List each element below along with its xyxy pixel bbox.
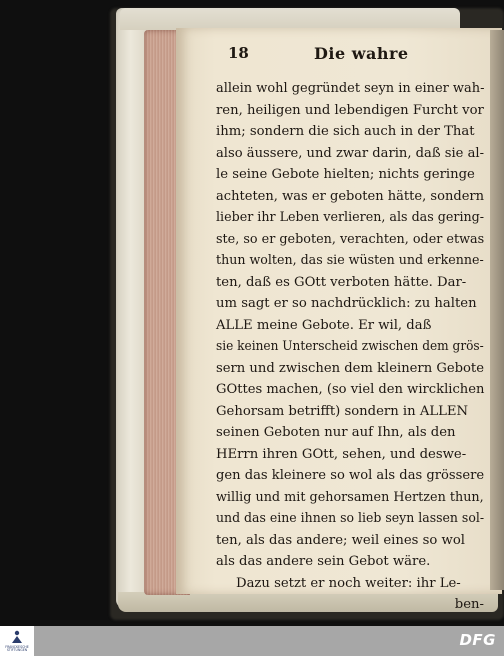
text-line: HErrn ihren GOtt, sehen, und deswe- — [216, 446, 467, 462]
text-line: um sagt er so nachdrücklich: zu halten — [216, 296, 477, 311]
text-line: le seine Gebote hielten; nichts geringe — [216, 167, 475, 182]
text-line: achteten, was er geboten hätte, sondern — [216, 188, 485, 204]
francke-logo[interactable] — [0, 626, 34, 656]
body-text — [216, 78, 484, 616]
francke-emblem-icon — [11, 630, 23, 644]
text-line: gen das kleinere so wol als das grössere — [216, 468, 485, 483]
vellum-cover-top — [120, 8, 460, 30]
page-number: 18 — [228, 44, 249, 62]
text-line: willig und mit gehorsamen Hertzen thun, — [216, 489, 484, 505]
text-line: GOttes machen, (so viel den wircklichen — [216, 382, 485, 397]
text-line: Dazu setzt er noch weiter: ihr Le- — [236, 575, 461, 591]
francke-logo-text: FRANCKESCHE STIFTUNGEN — [5, 645, 29, 653]
page-header — [228, 44, 480, 68]
text-line: ren, heiligen und lebendigen Furcht vor — [216, 102, 484, 118]
running-head: Die wahre — [314, 44, 409, 63]
text-line: sern und zwischen dem kleinern Gebote — [216, 360, 484, 376]
text-line: ben- — [454, 597, 484, 612]
text-line: ALLE meine Gebote. Er wil, daß — [216, 317, 432, 333]
right-fore-edge — [490, 30, 504, 590]
text-line: ten, als das andere; weil eines so wol — [216, 532, 465, 548]
text-line: ten, daß es GOtt verboten hätte. Dar- — [216, 274, 467, 290]
text-line: und das eine ihnen so lieb seyn lassen sol- — [216, 511, 485, 526]
text-line: als das andere sein Gebot wäre. — [216, 554, 431, 569]
dfg-logo[interactable]: DFG — [459, 631, 496, 649]
footer-bar — [0, 626, 504, 656]
text-line: allein wohl gegründet seyn in einer wah- — [216, 81, 485, 96]
text-line: sie keinen Unterscheid zwischen dem grös- — [216, 339, 484, 354]
text-line: lieber ihr Leben verlieren, als das gering- — [216, 210, 485, 225]
text-line: also äussere, und zwar darin, daß sie al- — [216, 145, 485, 161]
text-line: Gehorsam betrifft) sondern in ALLEN — [216, 403, 469, 419]
text-line: ste, so er geboten, verachten, oder etwas — [216, 231, 485, 247]
text-line: seinen Geboten nur auf Ihn, als den — [216, 425, 456, 440]
text-line: ihm; sondern die sich auch in der That — [216, 124, 475, 139]
text-line: thun wolten, das sie wüsten und erkenne- — [216, 253, 484, 268]
